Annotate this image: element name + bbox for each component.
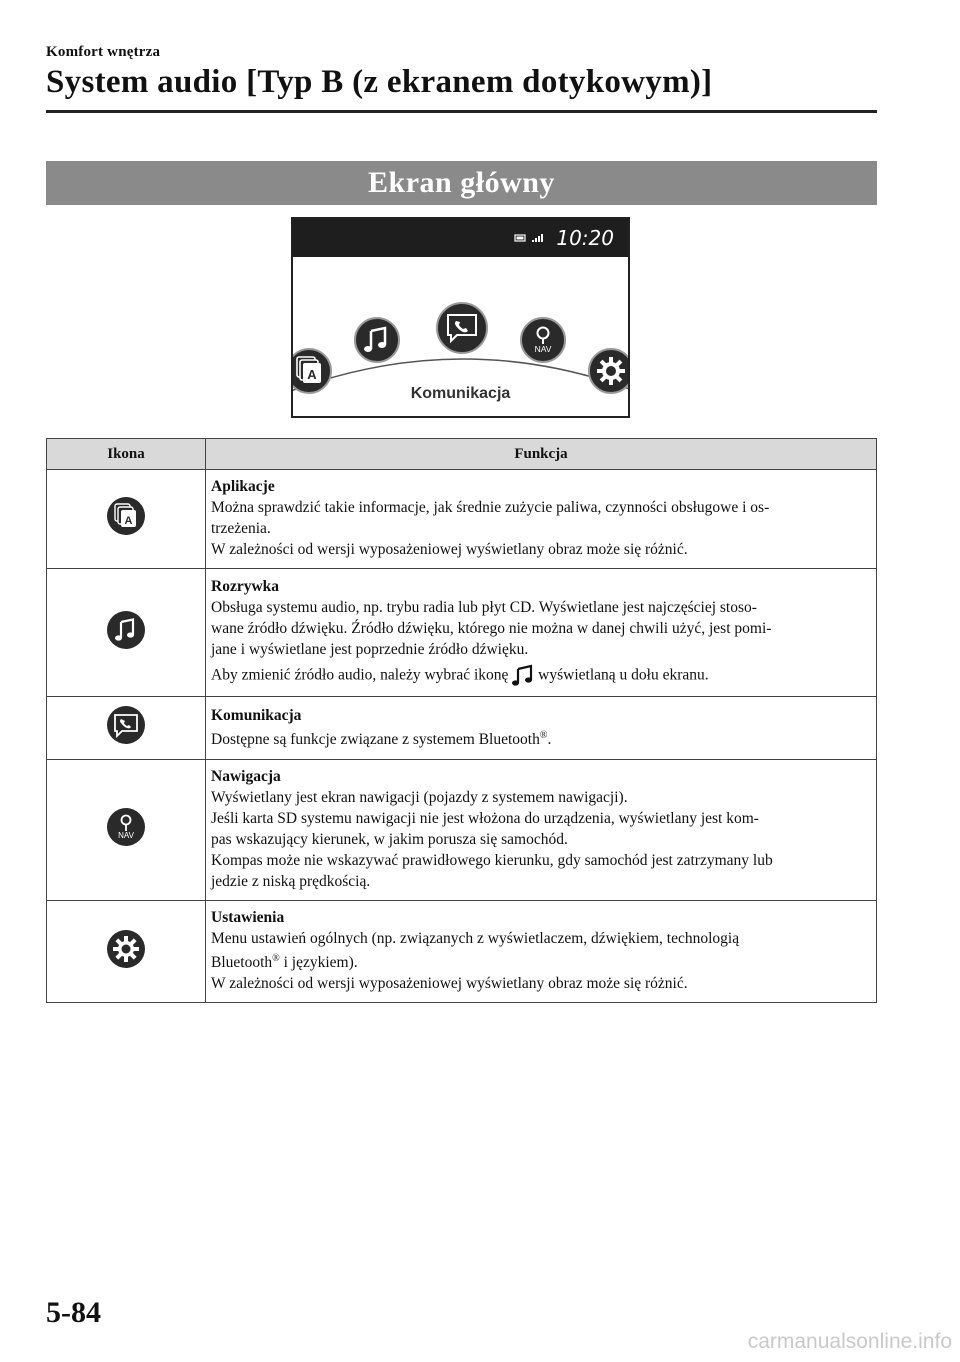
- apps-icon: [106, 496, 146, 536]
- function-text: wyświetlaną u dołu ekranu.: [538, 666, 709, 684]
- table-row: [47, 697, 877, 760]
- function-text: pas wskazujący kierunek, w jakim porusza się samochód.: [211, 831, 568, 848]
- column-header-icon: Ikona: [47, 439, 206, 470]
- table-row: [47, 470, 877, 569]
- svg-text:NAV: NAV: [534, 344, 552, 354]
- table-row: [47, 569, 877, 697]
- function-name: Komunikacja: [211, 706, 302, 724]
- page-number: 5-84: [46, 1296, 101, 1329]
- function-text: Można sprawdzić takie informacje, jak średnie zużycie paliwa, czynności obsługowe i os-: [211, 499, 770, 516]
- navigation-icon[interactable]: [519, 316, 567, 369]
- registered-mark: ®: [272, 952, 280, 964]
- svg-text:A: A: [307, 367, 317, 382]
- music-note-icon: [106, 610, 146, 650]
- function-text: Obsługa systemu audio, np. trybu radia lub płyt CD. Wyświetlane jest najczęściej stoso-: [211, 598, 757, 616]
- section-label: Komfort wnętrza: [46, 44, 161, 60]
- function-text: trzeżenia.: [211, 520, 271, 537]
- function-name: Aplikacje: [211, 478, 275, 495]
- function-text: Bluetooth: [211, 954, 273, 971]
- function-text: Kompas może nie wskazywać prawidłowego kierunku, gdy samochód jest zatrzymany lub: [211, 852, 773, 869]
- function-text: Aby zmienić źródło audio, należy wybrać ikonę: [211, 666, 509, 684]
- music-note-icon[interactable]: [353, 316, 401, 369]
- function-text: wane źródło dźwięku. Źródło dźwięku, którego nie można w danej chwili użyć, jest pomi-: [211, 619, 772, 637]
- function-text: Jeśli karta SD systemu nawigacji nie jest włożona do urządzenia, wyświetlany jest kom-: [211, 810, 759, 827]
- selected-item-label: Komunikacja: [410, 385, 511, 402]
- function-text: .: [547, 730, 552, 748]
- function-table: [46, 438, 877, 1003]
- svg-text:A: A: [124, 515, 133, 527]
- function-name: Nawigacja: [211, 768, 281, 785]
- function-text: Dostępne są funkcje związane z systemem Bluetooth: [211, 730, 540, 748]
- function-text: W zależności od wersji wyposażeniowej wyświetlany obraz może się różnić.: [211, 541, 688, 558]
- function-name: Rozrywka: [211, 577, 280, 595]
- music-note-icon: [512, 664, 534, 688]
- svg-text:NAV: NAV: [118, 831, 134, 840]
- registered-mark: ®: [539, 729, 548, 741]
- navigation-icon: [106, 807, 146, 847]
- function-text: Menu ustawień ogólnych (np. związanych z wyświetlaczem, dźwiękiem, technologią: [211, 930, 740, 947]
- function-text: i językiem).: [279, 954, 358, 971]
- title-divider: [46, 110, 877, 113]
- clock: 10:20: [556, 226, 614, 250]
- gear-icon: [106, 929, 146, 969]
- function-text: Wyświetlany jest ekran nawigacji (pojazdy z systemem nawigacji).: [211, 789, 628, 806]
- function-text: W zależności od wersji wyposażeniowej wyświetlany obraz może się różnić.: [211, 975, 688, 992]
- function-text: jane i wyświetlane jest poprzednie źródło dźwięku.: [211, 640, 529, 658]
- table-row: [47, 760, 877, 901]
- page-title: System audio [Typ B (z ekranem dotykowym)]: [46, 64, 713, 100]
- column-header-function: Funkcja: [206, 439, 877, 470]
- phone-message-icon[interactable]: [435, 301, 489, 360]
- watermark: carmanualsonline.info: [747, 1330, 952, 1353]
- table-row: [47, 901, 877, 1003]
- home-screen-illustration: [291, 217, 630, 418]
- function-name: Ustawienia: [211, 909, 285, 926]
- section-banner: Ekran główny: [46, 161, 877, 205]
- function-text: jedzie z niską prędkością.: [211, 873, 371, 890]
- phone-message-icon: [106, 705, 146, 745]
